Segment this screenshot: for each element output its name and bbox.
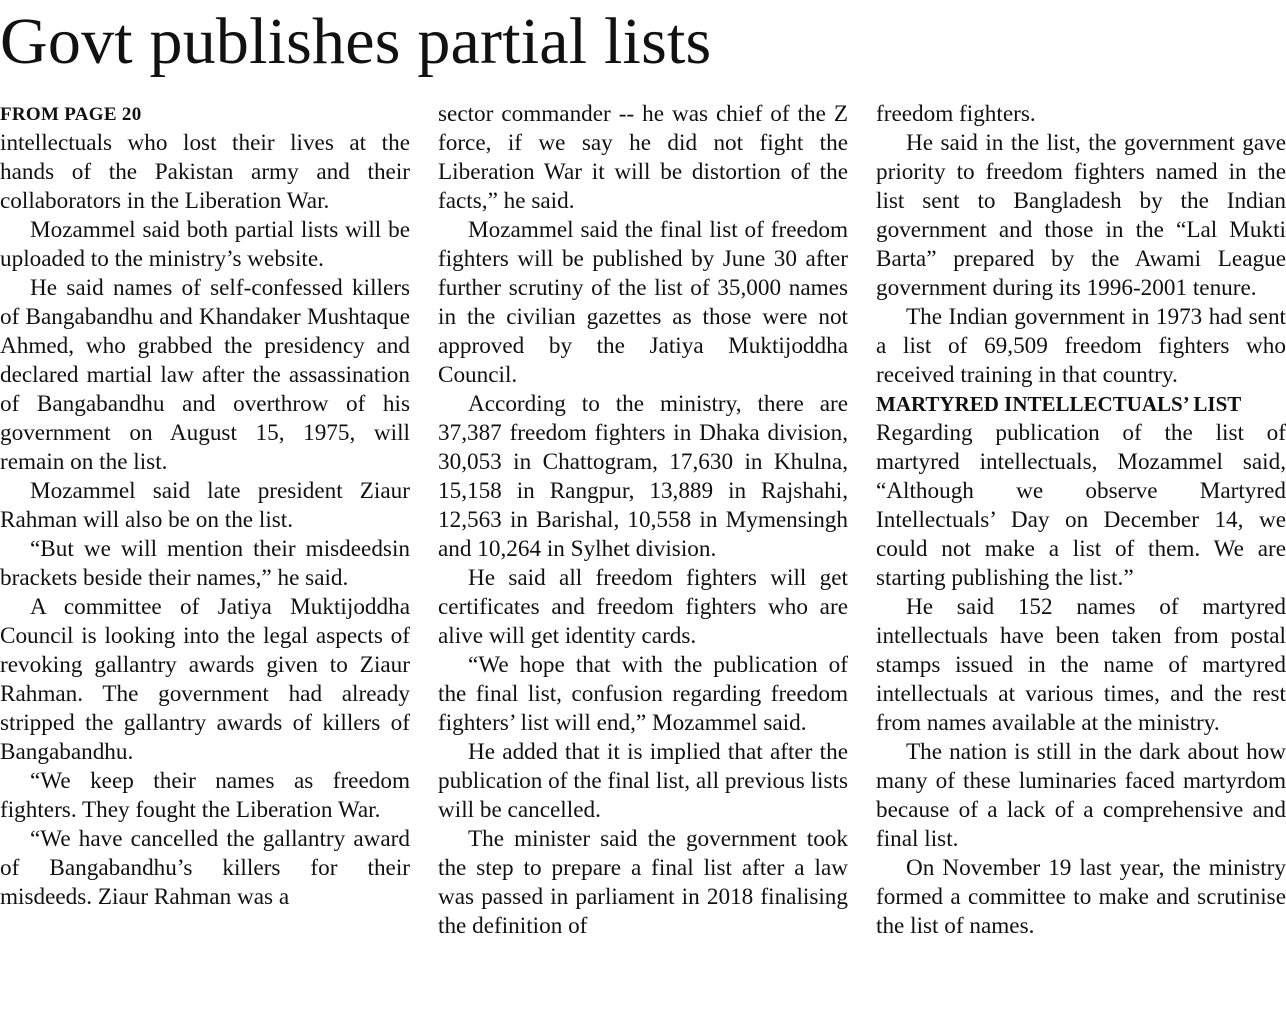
paragraph: He said in the list, the government gave priority to freedom fighters named in the list sent to Bangladesh by the Indian government and those in the “Lal Mukti Barta” prepared by the Awami League government during its 1996-2001 tenure. [876, 130, 1286, 301]
paragraph: A committee of Jatiya Muktijoddha Council is looking into the legal aspects of revoking gallantry awards given to Ziaur Rahman. The government had already stripped the gallantry awards of killers of Bangabandhu. [0, 594, 410, 765]
paragraph: intellectuals who lost their lives at the hands of the Pakistan army and their collaborators in the Liberation War. [0, 130, 410, 214]
paragraph: On November 19 last year, the ministry formed a committee to make and scrutinise the list of names. [876, 855, 1286, 939]
paragraph: “We have cancelled the gallantry award of Bangabandhu’s killers for their misdeeds. Ziaur Rahman was a [0, 826, 410, 910]
paragraph: The nation is still in the dark about how many of these luminaries faced martyrdom because of a lack of a comprehensive and final list. [876, 739, 1286, 852]
article-headline: Govt publishes partial lists [0, 5, 712, 78]
paragraph: Regarding publication of the list of martyred intellectuals, Mozammel said, “Although we observe Martyred Intellectuals’ Day on December 14, we could not make a list of them. We are starting publishing the list.” [876, 420, 1286, 591]
paragraph: The Indian government in 1973 had sent a list of 69,509 freedom fighters who received training in that country. [876, 304, 1286, 388]
article-column-2 [438, 100, 848, 941]
article-column-3 [876, 100, 1286, 941]
paragraph: Mozammel said both partial lists will be uploaded to the ministry’s website. [0, 217, 410, 272]
jump-line: FROM PAGE 20 [0, 104, 142, 125]
paragraph: He said 152 names of martyred intellectuals have been taken from postal stamps issued in the name of martyred intellectuals at various times, and the rest from names available at the ministry. [876, 594, 1286, 736]
paragraph: “We hope that with the publication of the final list, confusion regarding freedom fighters’ list will end,” Mozammel said. [438, 652, 848, 736]
section-subheading: MARTYRED INTELLECTUALS’ LIST [876, 392, 1242, 416]
paragraph: Mozammel said the final list of freedom fighters will be published by June 30 after further scrutiny of the list of 35,000 names in the civilian gazettes as those were not approved by the Jatiya Muktijoddha Council. [438, 217, 848, 388]
paragraph: “But we will mention their misdeedsin brackets beside their names,” he said. [0, 536, 410, 591]
paragraph: Mozammel said late president Ziaur Rahman will also be on the list. [0, 478, 410, 533]
paragraph: He added that it is implied that after the publication of the final list, all previous lists will be cancelled. [438, 739, 848, 823]
paragraph: According to the ministry, there are 37,387 freedom fighters in Dhaka division, 30,053 in Chattogram, 17,630 in Khulna, 15,158 in Rangpur, 13,889 in Rajshahi, 12,563 in Barishal, 10,558 in Mymensingh and 10,264 in Sylhet division. [438, 391, 848, 562]
paragraph: He said all freedom fighters will get certificates and freedom fighters who are alive will get identity cards. [438, 565, 848, 649]
paragraph: sector commander -- he was chief of the Z force, if we say he did not fight the Liberation War it will be distortion of the facts,” he said. [438, 101, 848, 214]
paragraph: He said names of self-confessed killers of Bangabandhu and Khandaker Mushtaque Ahmed, who grabbed the presidency and declared martial law after the assassination of Bangabandhu and overthrow of his government on August 15, 1975, will remain on the list. [0, 275, 410, 475]
article-column-1 [0, 100, 410, 912]
paragraph: “We keep their names as freedom fighters. They fought the Liberation War. [0, 768, 410, 823]
paragraph: The minister said the government took the step to prepare a final list after a law was passed in parliament in 2018 finalising the definition of [438, 826, 848, 939]
paragraph: freedom fighters. [876, 101, 1036, 127]
